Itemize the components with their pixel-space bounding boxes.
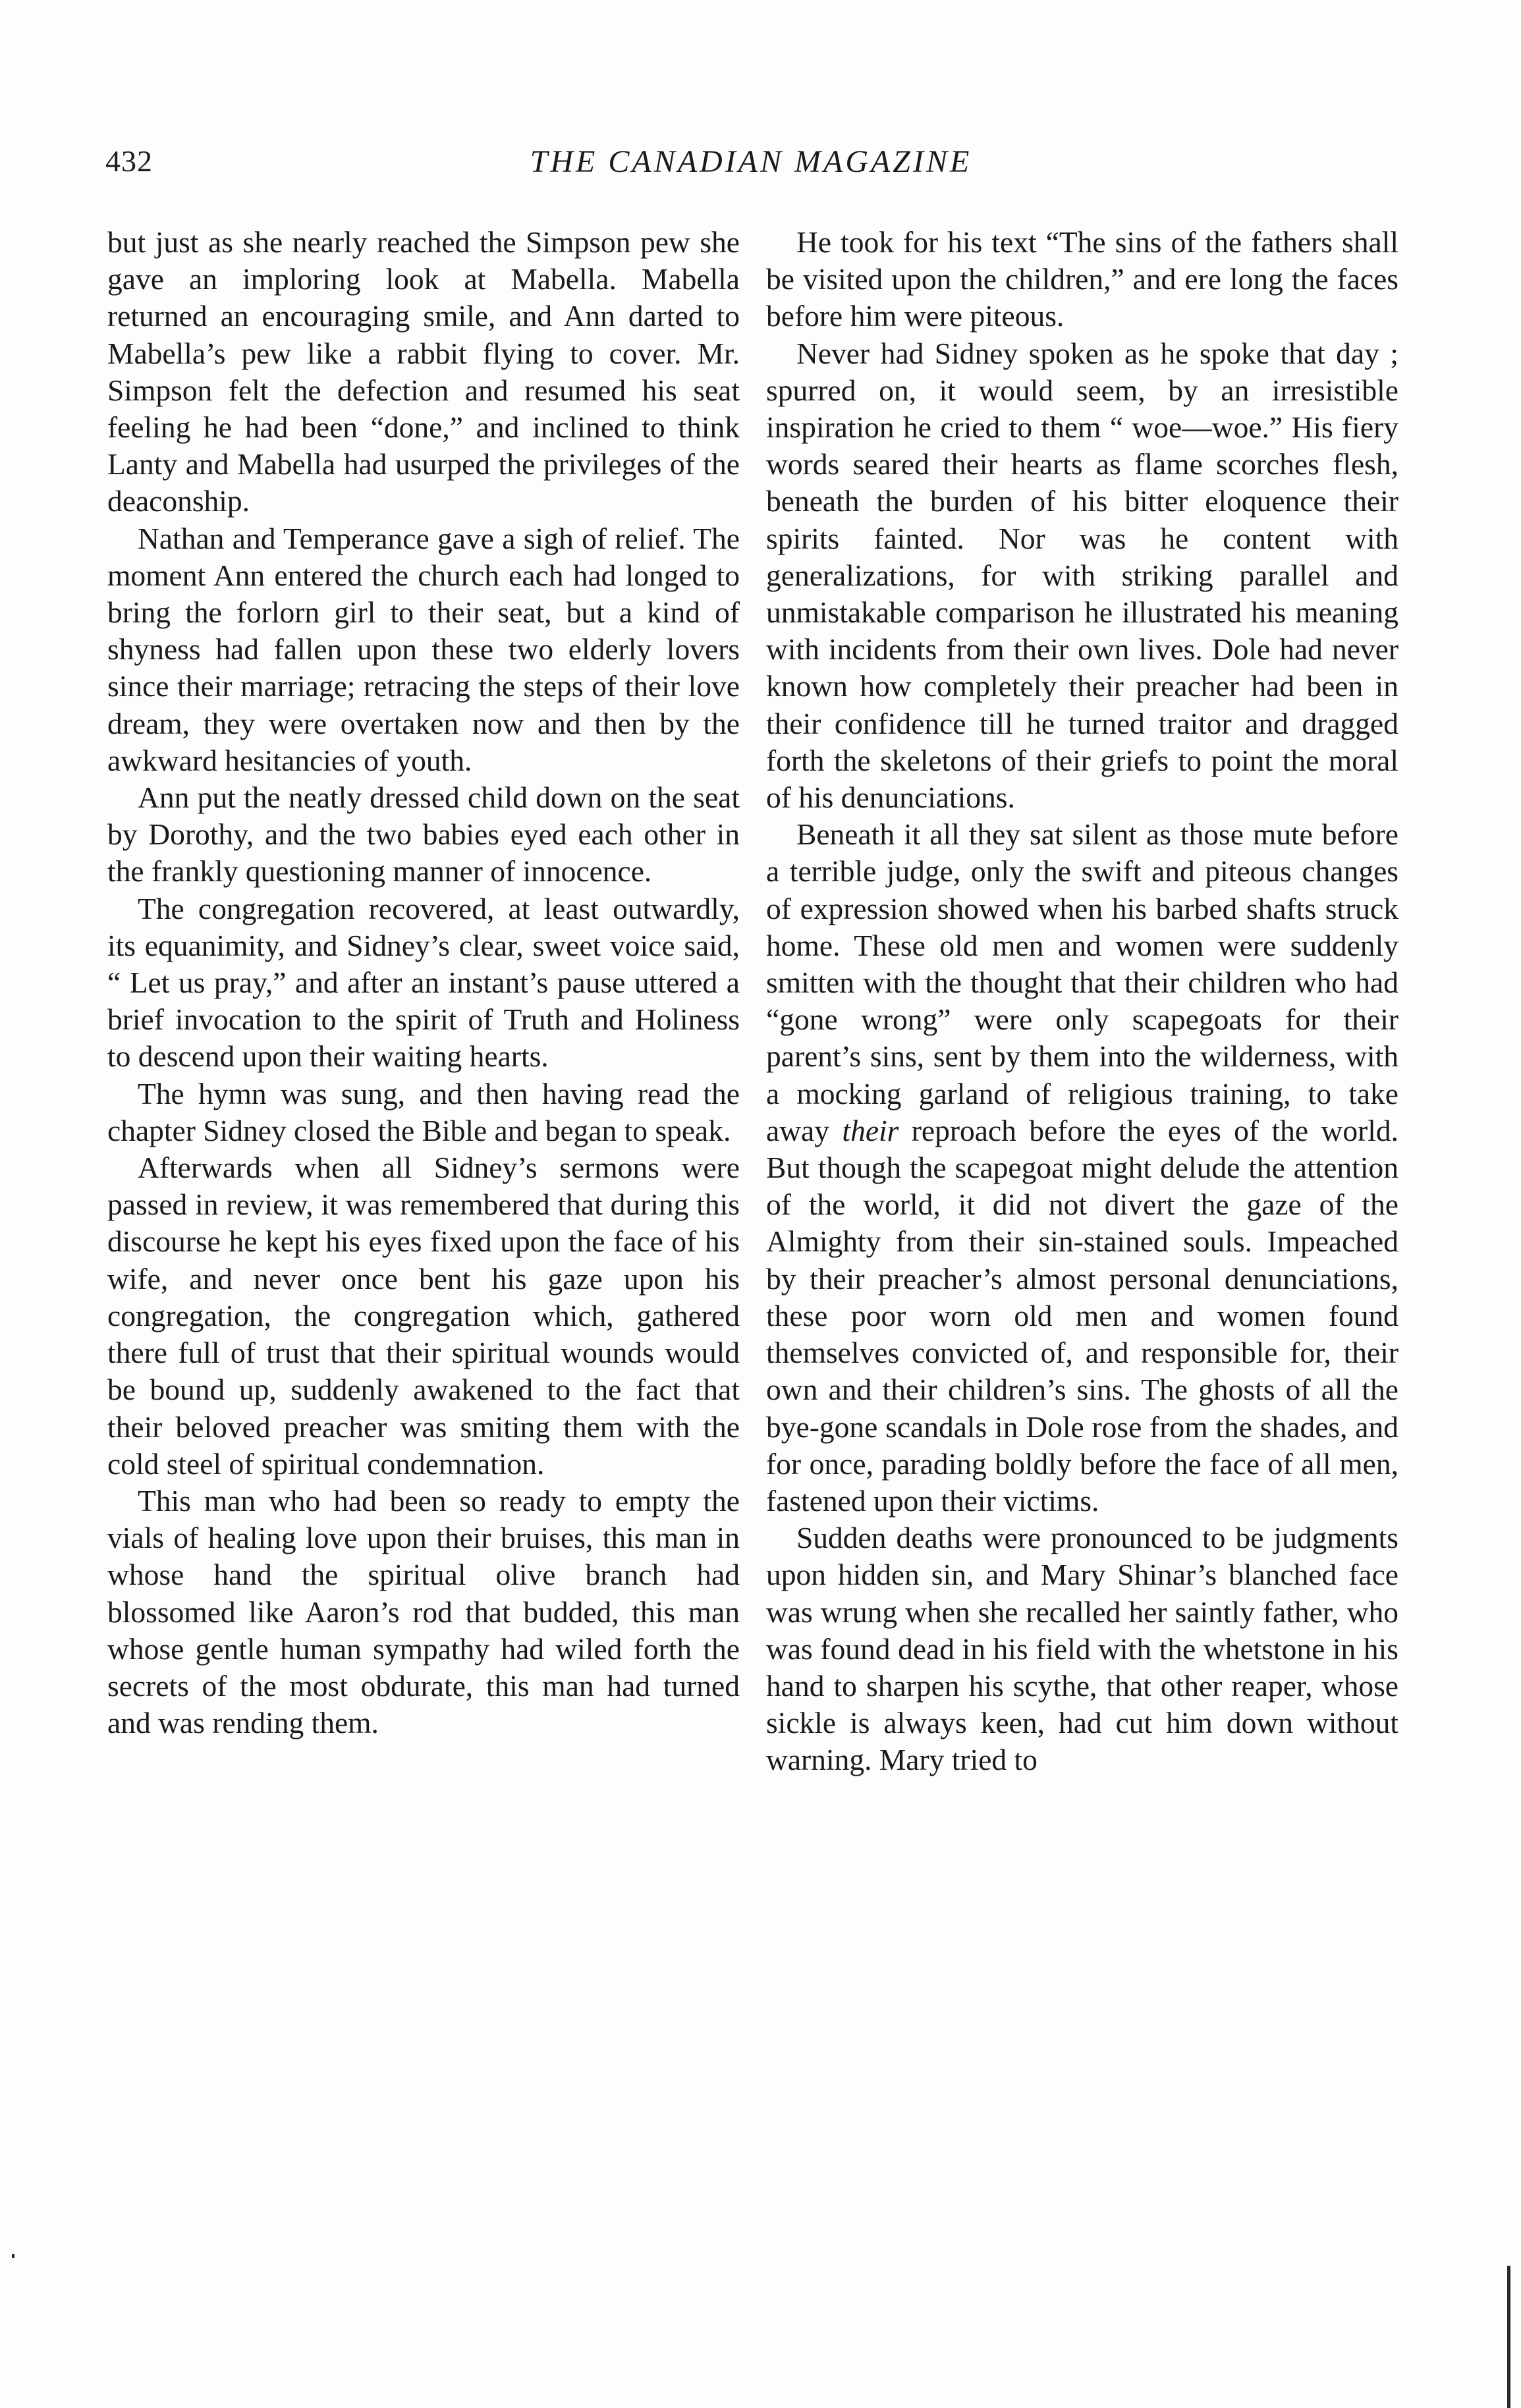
print-speck-mark (12, 2254, 14, 2258)
paragraph-text: Beneath it all they sat silent as those mute before a terrible judge, only the swift and piteous changes of expression showed when his barbed shafts struck home. These old men and women were suddenly smitten with the thought that their children who had “gone wrong” were only scapegoats for their parent’s sins, sent by them into the wilderness, with a mocking garland of religious training, to take away (766, 817, 1398, 1147)
margin-scan-mark (1507, 2266, 1510, 2408)
left-column (107, 224, 740, 1741)
paragraph: He took for his text “The sins of the fathers shall be visited upon the children,” and ere long the faces before him were piteous. (766, 225, 1398, 333)
paragraph: The hymn was sung, and then having read the chapter Sidney closed the Bible and began to speak. (107, 1076, 740, 1147)
paragraph: Nathan and Temperance gave a sigh of relief. The moment Ann entered the church each had longed to bring the forlorn girl to their seat, but a kind of shyness had fallen upon these two elderly lovers since their marriage; retracing the steps of their love dream, they were overtaken now and then by the awkward hesitancies of youth. (107, 521, 740, 777)
paragraph: but just as she nearly reached the Simpson pew she gave an imploring look at Mabella. Mabella returned an encouraging smile, and Ann darted to Mabella’s pew like a rabbit flying to cover. Mr. Simpson felt the defection and resumed his seat feeling he had been “done,” and inclined to think Lanty and Mabella had usurped the privileges of the deaconship. (107, 225, 740, 518)
emphasized-word: their (842, 1113, 899, 1147)
paragraph: Afterwards when all Sidney’s sermons were passed in review, it was remembered that during this discourse he kept his eyes fixed upon the face of his wife, and never once bent his gaze upon his congregation, the congregation which, gathered there full of trust that their spiritual wounds would be bound up, suddenly awakened to the fact that their beloved preacher was smiting them with the cold steel of spiritual condemnation. (107, 1151, 740, 1481)
paragraph: Never had Sidney spoken as he spoke that day ; spurred on, it would seem, by an irresistible inspiration he cried to them “ woe—woe.” His fiery words seared their hearts as flame scorches flesh, beneath the burden of his bitter eloquence their spirits fainted. Nor was he content with generalizations, for with striking parallel and unmistakable comparison he illustrated his meaning with incidents from their own lives. Dole had never known how completely their preacher had been in their confidence till he turned traitor and dragged forth the skeletons of their griefs to point the moral of his denunciations. (766, 336, 1398, 815)
paragraph-with-emphasis (766, 816, 1398, 1519)
page-header (105, 144, 1397, 190)
running-title: THE CANADIAN MAGAZINE (530, 144, 972, 179)
paragraph: Sudden deaths were pronounced to be judgments upon hidden sin, and Mary Shinar’s blanched face was wrung when she recalled her saintly father, who was found dead in his field with the whetstone in his hand to sharpen his scythe, that other reaper, whose sickle is always keen, had cut him down without warning. Mary tried to (766, 1521, 1398, 1777)
paragraph: Ann put the neatly dressed child down on the seat by Dorothy, and the two babies eyed each other in the frankly questioning manner of innocence. (107, 780, 740, 889)
paragraph: This man who had been so ready to empty the vials of healing love upon their bruises, this man in whose hand the spiritual olive branch had blossomed like Aaron’s rod that budded, this man whose gentle human sympathy had wiled forth the secrets of the most obdurate, this man had turned and was rending them. (107, 1483, 740, 1740)
paragraph-text: reproach before the eyes of the world. But though the scapegoat might delude the attention of the world, it did not divert the gaze of the Almighty from their sin-stained souls. Impeached by their preacher’s almost personal denunciations, these poor worn old men and women found themselves convicted of, and responsible for, their own and their children’s sins. The ghosts of all the bye-gone scandals in Dole rose from the shades, and for once, parading boldly before the face of all men, fastened upon their victims. (766, 1113, 1399, 1518)
page-number: 432 (105, 144, 153, 178)
right-column (766, 224, 1398, 1779)
paragraph: The congregation recovered, at least outwardly, its equanimity, and Sidney’s clear, sweet voice said, “ Let us pray,” and after an instant’s pause uttered a brief invocation to the spirit of Truth and Holiness to descend upon their waiting hearts. (107, 891, 740, 1074)
